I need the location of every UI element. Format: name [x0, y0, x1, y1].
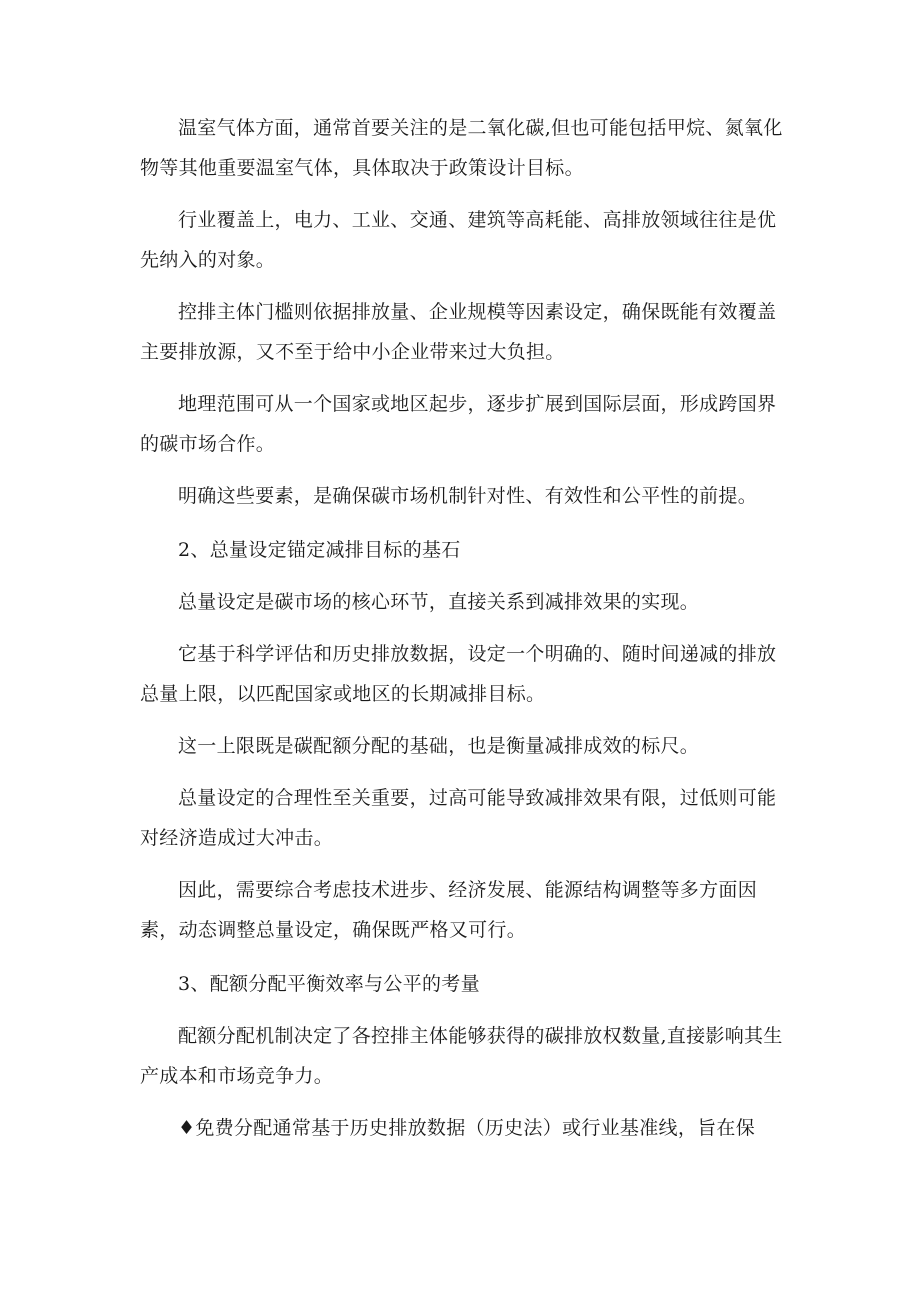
section-heading-cap-setting: 2、总量设定锚定减排目标的基石: [178, 539, 461, 561]
paragraph-allocation-mechanism: 配额分配机制决定了各控排主体能够获得的碳排放权数量,直接影响其生产成本和市场竞争力。: [140, 1025, 783, 1087]
paragraph-cap-foundation: 这一上限既是碳配额分配的基础，也是衡量减排成效的标尺。: [178, 735, 700, 757]
paragraph-greenhouse-gases: 温室气体方面，通常首要关注的是二氧化碳,但也可能包括甲烷、氮氧化物等其他重要温室气体，具体取决于政策设计目标。: [140, 117, 783, 179]
paragraph-free-allocation: ♦免费分配通常基于历史排放数据（历史法）或行业基准线，旨在保: [178, 1117, 756, 1139]
paragraph-emitter-threshold: 控排主体门槛则依据排放量、企业规模等因素设定，确保既能有效覆盖主要排放源，又不至于给中小企业带来过大负担。: [140, 301, 777, 363]
paragraph-geographic-scope: 地理范围可从一个国家或地区起步，逐步扩展到国际层面，形成跨国界的碳市场合作。: [140, 393, 777, 455]
document-body: [140, 108, 788, 1148]
paragraph-cap-basis: 它基于科学评估和历史排放数据，设定一个明确的、随时间递减的排放总量上限，以匹配国家或地区的长期减排目标。: [140, 643, 777, 705]
paragraph-cap-dynamic: 因此，需要综合考虑技术进步、经济发展、能源结构调整等多方面因素，动态调整总量设定，确保既严格又可行。: [140, 879, 758, 941]
paragraph-cap-reasonableness: 总量设定的合理性至关重要，过高可能导致减排效果有限，过低则可能对经济造成过大冲击。: [140, 787, 777, 849]
paragraph-industry-coverage: 行业覆盖上，电力、工业、交通、建筑等高耗能、高排放领域往往是优先纳入的对象。: [140, 209, 777, 271]
paragraph-elements-premise: 明确这些要素，是确保碳市场机制针对性、有效性和公平性的前提。: [178, 485, 758, 507]
section-heading-allocation: 3、配额分配平衡效率与公平的考量: [178, 973, 480, 995]
paragraph-cap-core: 总量设定是碳市场的核心环节，直接关系到减排效果的实现。: [178, 591, 700, 613]
